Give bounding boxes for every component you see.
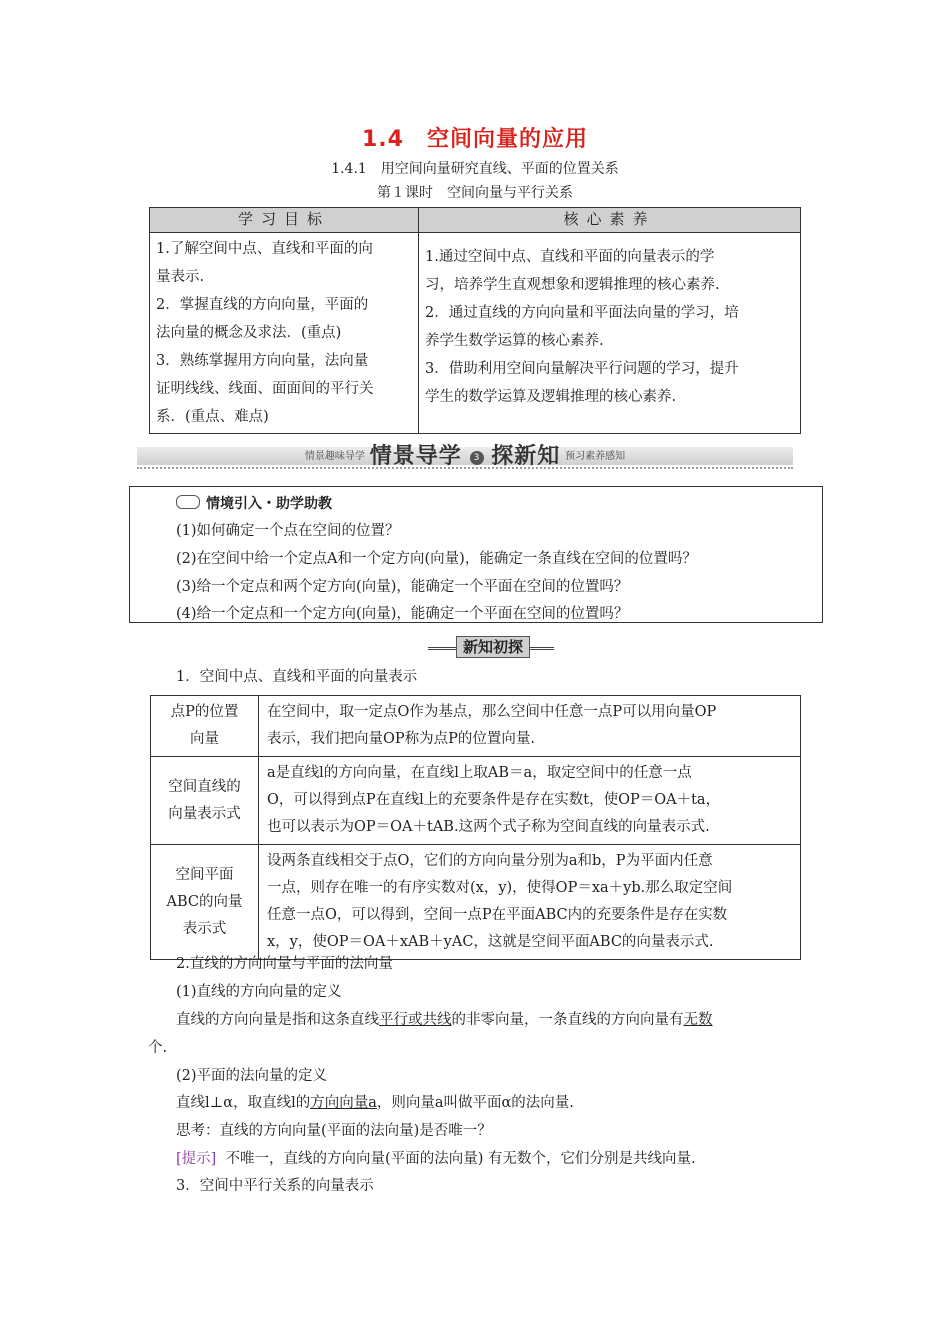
new-knowledge-header [428,637,554,657]
goals-header: 学习目标 [150,208,419,233]
question-3: (3)给一个定点和两个定方向(向量)，能确定一个平面在空间的位置吗？ [176,579,629,595]
literacy-line: 3．借助利用空间向量解决平行问题的学习，提升 [425,361,739,377]
literacy-line: 2．通过直线的方向向量和平面法向量的学习，培 [425,305,739,321]
definition-1: 直线的方向向量是指和这条直线平行或共线的非零向量，一条直线的方向向量有无数 [176,1012,713,1028]
row-content: 在空间中，取一定点O作为基点，那么空间中任意一点P可以用向量OP 表示，我们把向量OP称为点P的位置向量. [259,696,801,757]
new-knowledge-label: 新知初探 [456,636,530,658]
goals-table [149,207,801,434]
goal-line: 1.了解空间中点、直线和平面的向 [156,241,373,257]
page-title: 1.4 空间向量的应用 [362,127,588,152]
table-row [151,757,801,845]
row-content: 设两条直线相交于点O，它们的方向向量分别为a和b，P为平面内任意 一点，则存在唯一的有序实数对(x，y)，使得OP＝xa＋yb.那么取定空间 任意一点O，可以得到，空间一点P在平面ABC内的充要条件是存在实数 x，y，使OP＝OA＋xAB＋yAC，这就是空间平面ABC的向量表示式. [259,845,801,960]
subsection-2-2: (2)平面的法向量的定义 [176,1068,328,1084]
situation-box [129,486,823,623]
blank-answer: 无数 [683,1012,713,1028]
banner-number-icon: 3 [470,451,484,465]
hint-line: [提示] 不唯一，直线的方向向量(平面的法向量) 有无数个，它们分别是共线向量. [176,1151,696,1167]
row-label: 空间平面 ABC的向量 表示式 [151,845,259,960]
row-label: 空间直线的 向量表示式 [151,757,259,845]
section-3-heading: 3．空间中平行关系的向量表示 [176,1178,374,1194]
handshake-icon [176,495,200,509]
goal-line: 法向量的概念及求法．(重点) [156,325,342,341]
literacy-line: 1.通过空间中点、直线和平面的向量表示的学 [425,249,715,265]
definition-2: 直线l⊥α，取直线l的方向向量a，则向量a叫做平面α的法向量. [176,1095,574,1111]
literacy-line: 学生的数学运算及逻辑推理的核心素养. [425,389,677,405]
row-content: a是直线l的方向向量，在直线l上取AB＝a，取定空间中的任意一点 O，可以得到点P在直线l上的充要条件是存在实数t，使OP＝OA＋ta， 也可以表示为OP＝OA＋tAB.这两个式子称为空间直线的向量表示式. [259,757,801,845]
definition-1-end: 个. [148,1040,168,1056]
blank-answer: 平行或共线 [379,1012,452,1028]
blank-answer: 方向向量a [310,1095,377,1111]
section-banner [137,437,793,471]
literacy-list [419,233,801,434]
question-2: (2)在空间中给一个定点A和一个定方向(向量)，能确定一条直线在空间的位置吗？ [176,551,697,567]
question-4: (4)给一个定点和一个定方向(向量)，能确定一个平面在空间的位置吗？ [176,606,629,622]
banner-left-big: 情景导学 [369,444,462,469]
goal-line: 系．(重点、难点) [156,409,269,425]
banner-right-big: 探新知 [491,444,561,469]
table-row [151,845,801,960]
think-question: 思考：直线的方向向量(平面的法向量)是否唯一？ [176,1123,492,1139]
row-label: 点P的位置 向量 [151,696,259,757]
goal-line: 量表示. [156,269,205,285]
banner-left-small: 情景趣味导学 [304,451,365,462]
literacy-line: 养学生数学运算的核心素养. [425,333,604,349]
situation-heading: 情境引入・助学助教 [176,493,332,513]
goal-line: 3．熟练掌握用方向向量，法向量 [156,353,369,369]
section-1-heading: 1．空间中点、直线和平面的向量表示 [176,669,418,685]
goals-list [150,233,419,434]
hint-label: [提示] [176,1151,217,1167]
banner-right-small: 预习素养感知 [565,451,626,462]
lesson-subtitle: 第１课时 空间向量与平行关系 [377,185,573,201]
question-1: (1)如何确定一个点在空间的位置？ [176,523,400,539]
goal-line: 2．掌握直线的方向向量，平面的 [156,297,369,313]
subsection-2-1: (1)直线的方向向量的定义 [176,984,342,1000]
literacy-line: 习，培养学生直观想象和逻辑推理的核心素养. [425,277,720,293]
table-row [151,696,801,757]
literacy-header: 核心素养 [419,208,801,233]
section-2-heading: 2.直线的方向向量与平面的法向量 [176,956,393,972]
vector-table [150,695,801,960]
goal-line: 证明线线、线面、面面间的平行关 [156,381,374,397]
section-subtitle: 1.4.1 用空间向量研究直线、平面的位置关系 [331,161,619,177]
